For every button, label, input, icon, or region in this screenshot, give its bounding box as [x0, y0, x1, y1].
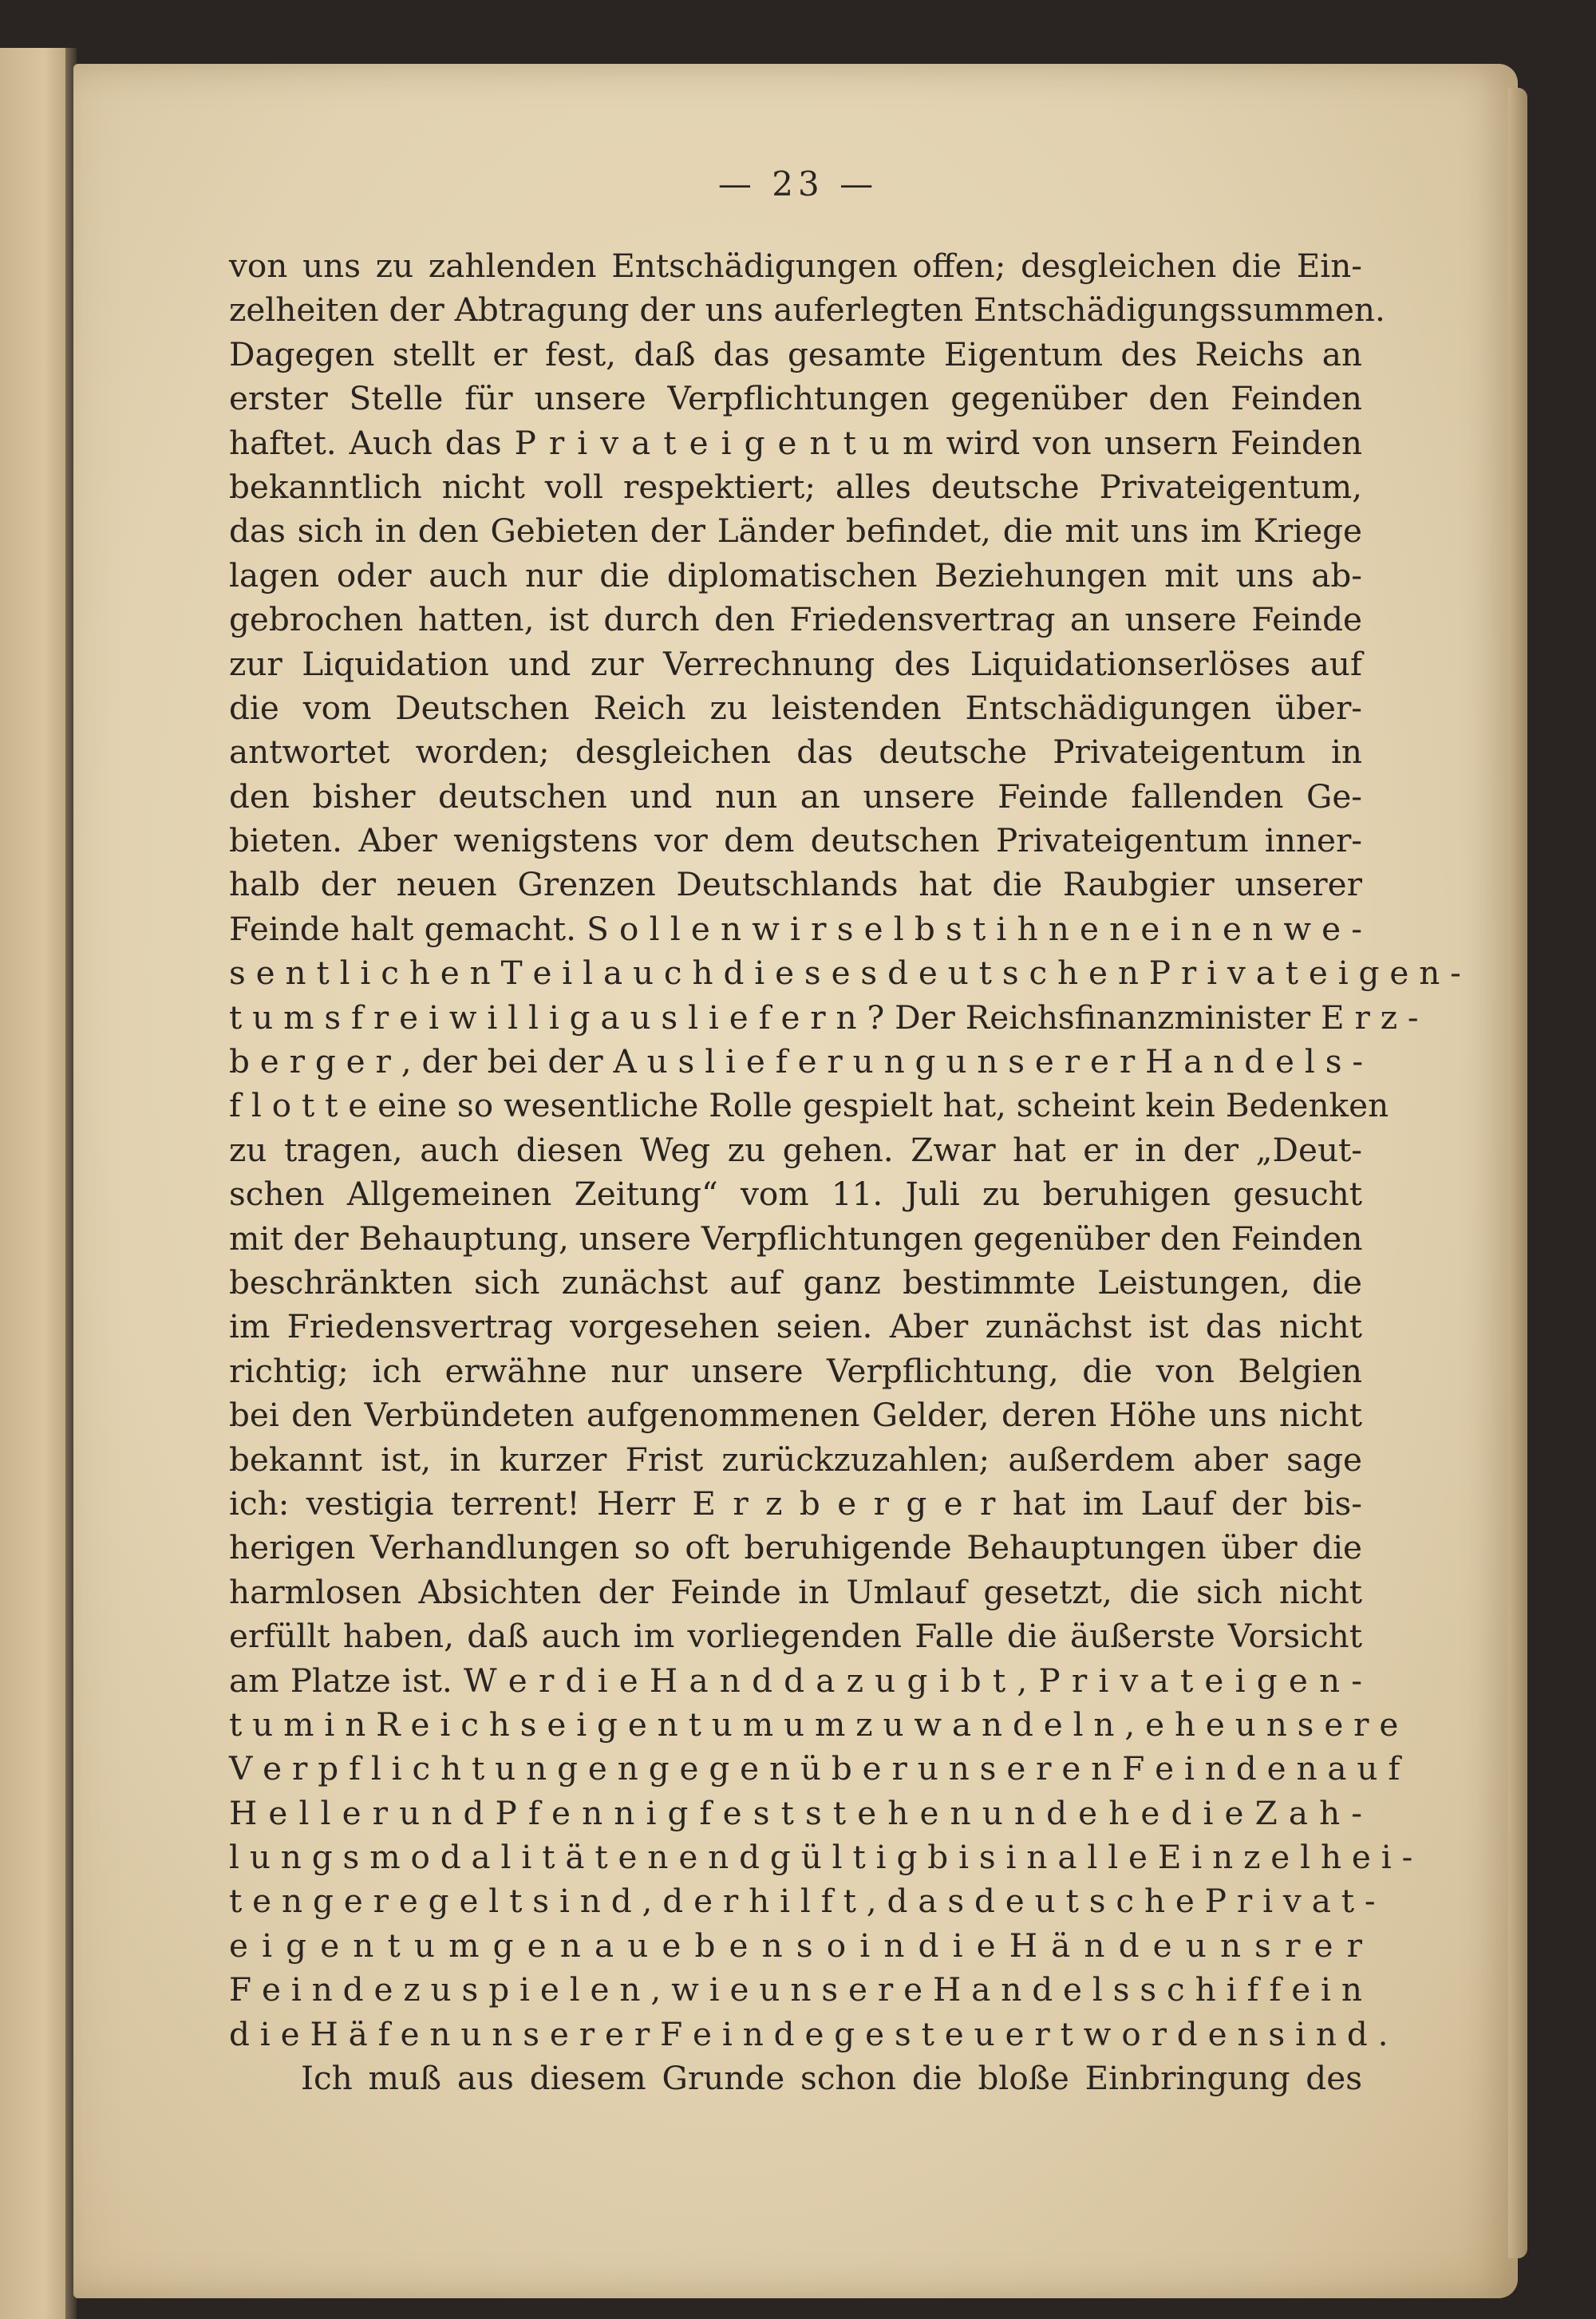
text-line: t u m s f r e i w i l l i g a u s l i e f e r n ? Der Reichsfinanzminister E r z -: [229, 998, 1419, 1037]
text-line: beschränkten sich zunächst auf ganz bestimmte Leistungen, die: [229, 1262, 1362, 1302]
text-line: die vom Deutschen Reich zu leistenden Entschädigungen über-: [229, 688, 1362, 727]
text-line: t e n g e r e g e l t s i n d , d e r h i l f t , d a s d e u t s c h e P r i v a t -: [229, 1882, 1376, 1921]
text-line: den bisher deutschen und nun an unsere Feinde fallenden Ge-: [229, 776, 1362, 816]
text-line: zur Liquidation und zur Verrechnung des Liquidationserlöses auf: [229, 644, 1362, 683]
page-number: — 23 —: [717, 164, 879, 203]
text-line: gebrochen hatten, ist durch den Friedensvertrag an unsere Feinde: [229, 600, 1362, 639]
text-line: erfüllt haben, daß auch im vorliegenden Falle die äußerste Vorsicht: [229, 1617, 1362, 1656]
text-line: Feinde halt gemacht. S o l l e n w i r s e l b s t i h n e n e i n e n w e -: [229, 909, 1362, 948]
text-line: herigen Verhandlungen so oft beruhigende Behauptungen über die: [229, 1528, 1362, 1567]
text-line: halb der neuen Grenzen Deutschlands hat die Raubgier unserer: [229, 865, 1362, 904]
text-line: b e r g e r , der bei der A u s l i e f e r u n g u n s e r e r H a n d e l s -: [229, 1042, 1364, 1081]
text-line: d i e H ä f e n u n s e r e r F e i n d e g e s t e u e r t w o r d e n s i n d .: [229, 2014, 1389, 2053]
text-line: richtig; ich erwähne nur unsere Verpflichtung, die von Belgien: [229, 1351, 1362, 1390]
text-line: ich: vestigia terrent! Herr E r z b e r g e r hat im Lauf der bis-: [229, 1483, 1362, 1523]
text-line: bieten. Aber wenigstens vor dem deutschen Privateigentum inner-: [229, 821, 1362, 860]
text-line: mit der Behauptung, unsere Verpflichtungen gegenüber den Feinden: [229, 1219, 1363, 1258]
text-line: im Friedensvertrag vorgesehen seien. Aber zunächst ist das nicht: [229, 1307, 1362, 1346]
text-line: haftet. Auch das P r i v a t e i g e n t u m wird von unsern Feinden: [229, 423, 1362, 462]
text-line: bei den Verbündeten aufgenommenen Gelder, deren Höhe uns nicht: [229, 1396, 1362, 1435]
text-line: antwortet worden; desgleichen das deutsche Privateigentum in: [229, 733, 1362, 772]
text-line: s e n t l i c h e n T e i l a u c h d i e s e s d e u t s c h e n P r i v a t e i g e n -: [229, 954, 1461, 993]
left-page-edge: [0, 48, 73, 2319]
text-line: V e r p f l i c h t u n g e n g e g e n ü b e r u n s e r e n F e i n d e n a u f: [229, 1749, 1400, 1788]
body-text: [229, 244, 1461, 2100]
text-line: Ich muß aus diesem Grunde schon die bloße Einbringung des: [301, 2059, 1362, 2098]
text-line: schen Allgemeinen Zeitung“ vom 11. Juli zu beruhigen gesucht: [229, 1175, 1362, 1214]
text-line: bekanntlich nicht voll respektiert; alles deutsche Privateigentum,: [229, 467, 1362, 506]
text-line: Dagegen stellt er fest, daß das gesamte Eigentum des Reichs an: [229, 334, 1362, 373]
text-line: harmlosen Absichten der Feinde in Umlauf gesetzt, die sich nicht: [229, 1572, 1362, 1611]
text-line: bekannt ist, in kurzer Frist zurückzuzahlen; außerdem aber sage: [229, 1440, 1362, 1479]
text-line: t u m i n R e i c h s e i g e n t u m u m z u w a n d e l n , e h e u n s e r e: [229, 1705, 1399, 1744]
text-line: lagen oder auch nur die diplomatischen Beziehungen mit uns ab-: [229, 555, 1362, 595]
text-line: zelheiten der Abtragung der uns auferlegten Entschädigungssummen.: [229, 290, 1385, 330]
text-line: F e i n d e z u s p i e l e n , w i e u n s e r e H a n d e l s s c h i f f e i n: [229, 1970, 1362, 2009]
text-line: von uns zu zahlenden Entschädigungen offen; desgleichen die Ein-: [229, 247, 1362, 285]
text-line: das sich in den Gebieten der Länder befindet, die mit uns im Kriege: [229, 512, 1362, 551]
page-edge-shadow: [1508, 88, 1527, 2258]
text-line: e i g e n t u m g e n a u e b e n s o i n d i e H ä n d e u n s r e r: [229, 1926, 1362, 1965]
text-line: erster Stelle für unsere Verpflichtungen gegenüber den Feinden: [229, 379, 1362, 418]
text-line: f l o t t e eine so wesentliche Rolle gespielt hat, scheint kein Bedenken: [229, 1086, 1389, 1125]
text-line: H e l l e r u n d P f e n n i g f e s t s t e h e n u n d e h e d i e Z a h -: [229, 1793, 1362, 1832]
text-line: am Platze ist. W e r d i e H a n d d a z u g i b t , P r i v a t e i g e n -: [229, 1661, 1362, 1700]
text-line: zu tragen, auch diesen Weg zu gehen. Zwar hat er in der „Deut-: [229, 1130, 1362, 1169]
text-line: l u n g s m o d a l i t ä t e n e n d g ü l t i g b i s i n a l l e E i n z e l h e i -: [229, 1838, 1413, 1877]
